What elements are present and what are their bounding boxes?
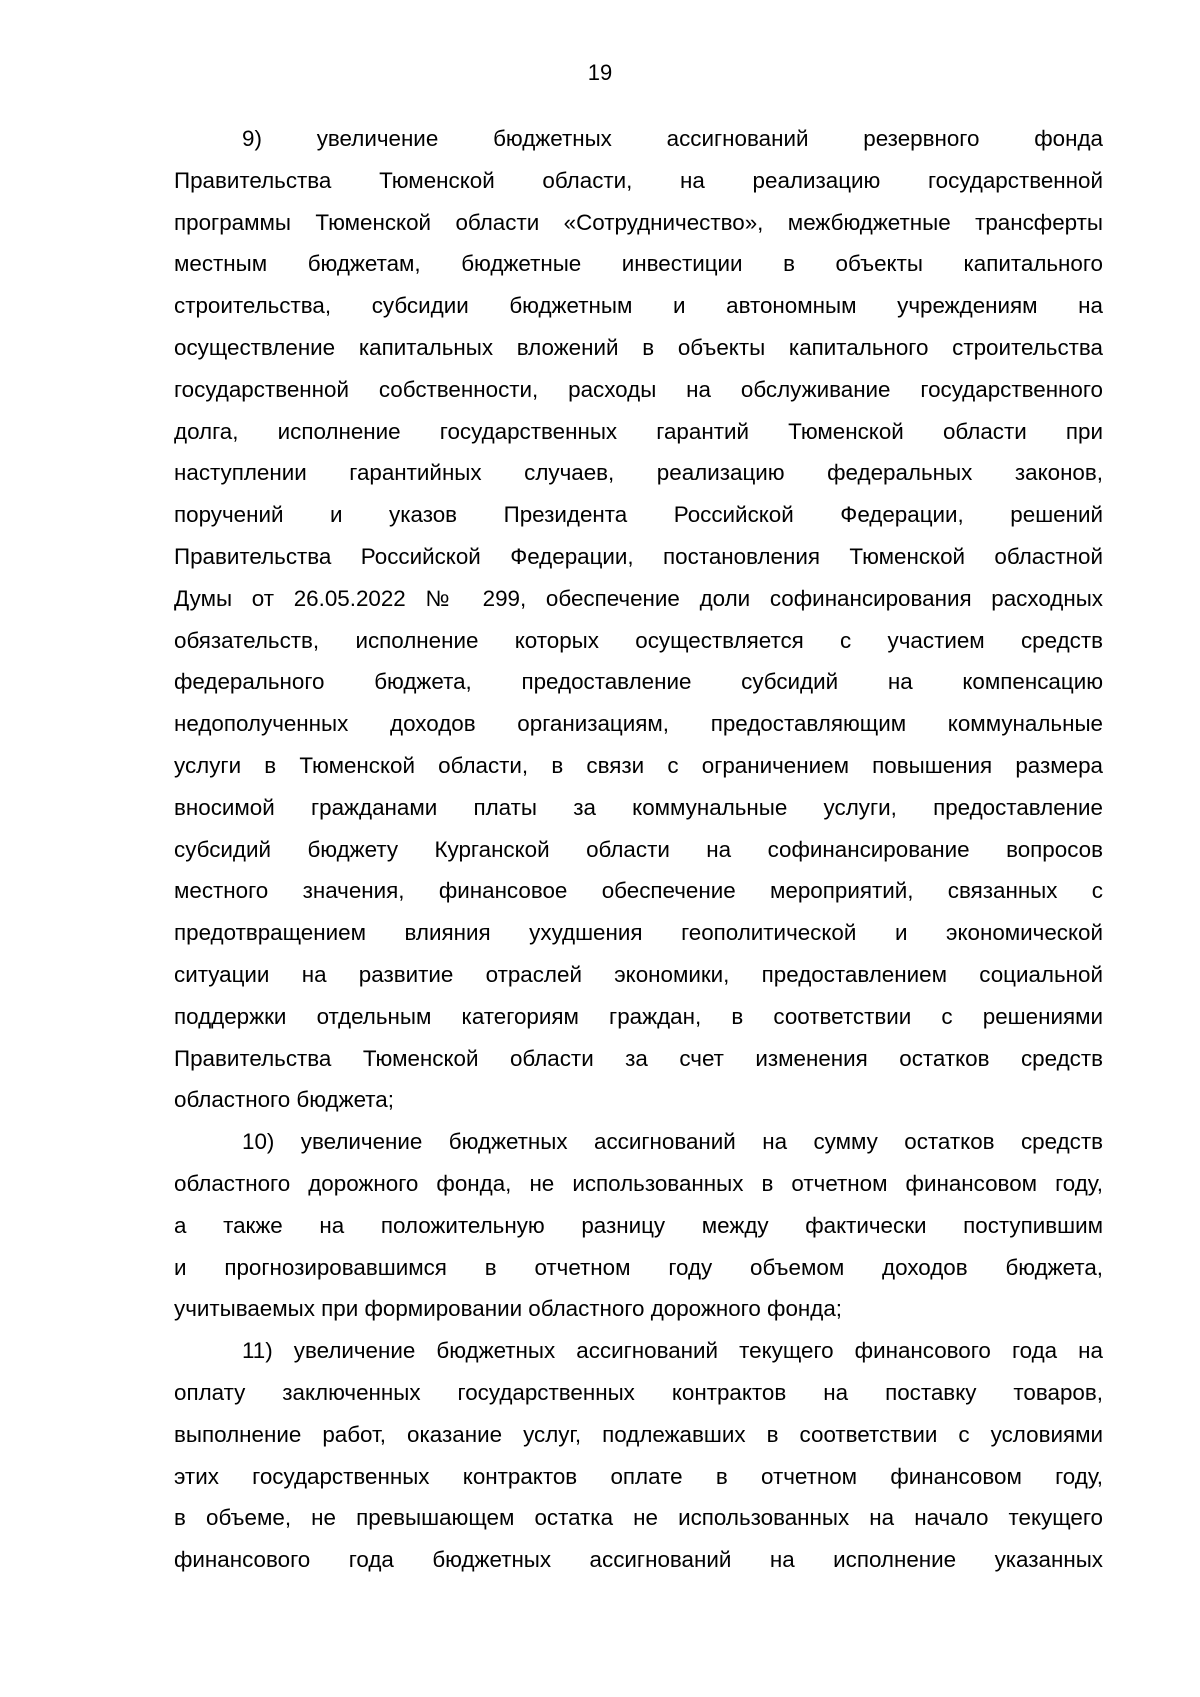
text-line: областного бюджета;	[174, 1087, 394, 1113]
text-line: областного дорожного фонда, не использованных в отчетном финансовом году,	[174, 1170, 1103, 1196]
text-line: долга, исполнение государственных гарантий Тюменской области при	[174, 418, 1103, 444]
text-line: Правительства Тюменской области, на реализацию государственной	[174, 167, 1103, 193]
text-line: поддержки отдельным категориям граждан, в соответствии с решениями	[174, 1003, 1103, 1029]
text-line: а также на положительную разницу между фактически поступившим	[174, 1212, 1103, 1238]
text-line: субсидий бюджету Курганской области на софинансирование вопросов	[174, 836, 1103, 862]
document-body	[174, 118, 1103, 1581]
text-line: строительства, субсидии бюджетным и автономным учреждениям на	[174, 293, 1103, 319]
text-line: местным бюджетам, бюджетные инвестиции в объекты капитального	[174, 251, 1103, 277]
paragraph-9	[174, 118, 1103, 1121]
text-line: недополученных доходов организациям, предоставляющим коммунальные	[174, 711, 1103, 737]
text-line: 9) увеличение бюджетных ассигнований резервного фонда	[242, 126, 1103, 151]
text-line: в объеме, не превышающем остатка не использованных на начало текущего	[174, 1505, 1103, 1531]
text-line: предотвращением влияния ухудшения геополитической и экономической	[174, 920, 1103, 946]
text-line: услуги в Тюменской области, в связи с ограничением повышения размера	[174, 752, 1103, 778]
text-line: наступлении гарантийных случаев, реализацию федеральных законов,	[174, 460, 1103, 486]
paragraph-11	[174, 1330, 1103, 1581]
text-line: осуществление капитальных вложений в объекты капитального строительства	[174, 334, 1103, 360]
text-line: финансового года бюджетных ассигнований на исполнение указанных	[174, 1547, 1103, 1573]
text-line: оплату заключенных государственных контрактов на поставку товаров,	[174, 1379, 1103, 1405]
text-line: программы Тюменской области «Сотрудничество», межбюджетные трансферты	[174, 209, 1103, 235]
text-line: поручений и указов Президента Российской Федерации, решений	[174, 502, 1103, 528]
text-line: 11) увеличение бюджетных ассигнований текущего финансового года на	[242, 1338, 1103, 1364]
text-line: государственной собственности, расходы на обслуживание государственного	[174, 376, 1103, 402]
text-line: обязательств, исполнение которых осуществляется с участием средств	[174, 627, 1103, 653]
text-line: Правительства Российской Федерации, постановления Тюменской областной	[174, 543, 1103, 569]
text-line: учитываемых при формировании областного дорожного фонда;	[174, 1296, 843, 1322]
text-line: этих государственных контрактов оплате в отчетном финансовом году,	[174, 1463, 1103, 1489]
text-line: Правительства Тюменской области за счет изменения остатков средств	[174, 1045, 1103, 1071]
text-line: 10) увеличение бюджетных ассигнований на сумму остатков средств	[242, 1129, 1103, 1155]
text-line: вносимой гражданами платы за коммунальные услуги, предоставление	[174, 794, 1103, 820]
text-line: выполнение работ, оказание услуг, подлежавших в соответствии с условиями	[174, 1421, 1103, 1447]
page-number: 19	[587, 60, 613, 85]
text-line: и прогнозировавшимся в отчетном году объемом доходов бюджета,	[174, 1254, 1103, 1280]
text-line: ситуации на развитие отраслей экономики, предоставлением социальной	[174, 961, 1103, 987]
text-line: федерального бюджета, предоставление субсидий на компенсацию	[174, 669, 1103, 695]
text-line: местного значения, финансовое обеспечение мероприятий, связанных с	[174, 878, 1103, 904]
text-line: Думы от 26.05.2022 № 299, обеспечение доли софинансирования расходных	[174, 585, 1103, 611]
paragraph-10	[174, 1121, 1103, 1330]
